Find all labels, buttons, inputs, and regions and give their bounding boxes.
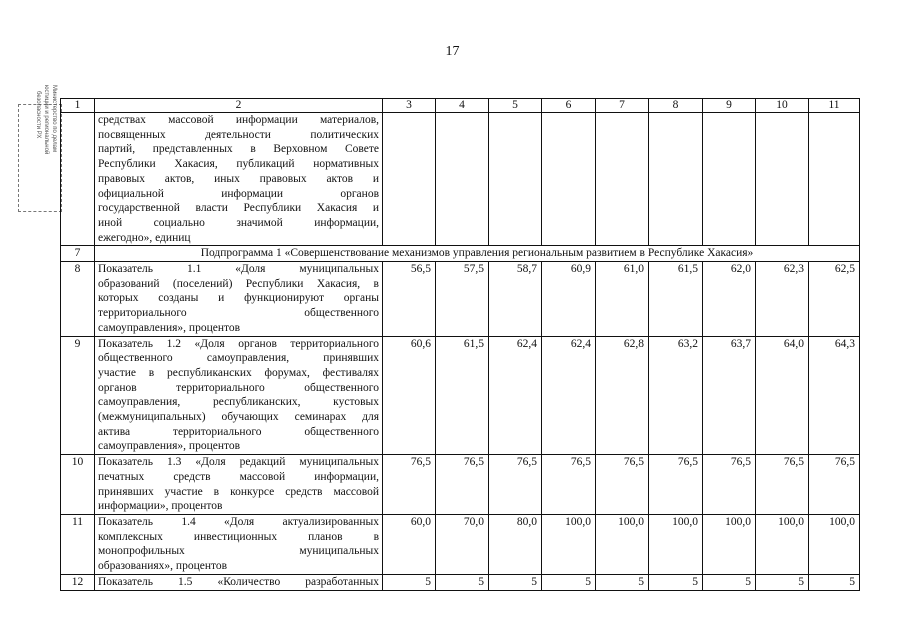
header-cell: 4 bbox=[436, 99, 489, 113]
value-cell: 100,0 bbox=[596, 514, 649, 574]
value-cell: 60,0 bbox=[383, 514, 436, 574]
indicator-description bbox=[95, 262, 383, 337]
value-cell: 76,5 bbox=[703, 455, 756, 515]
value-cell: 76,5 bbox=[756, 455, 809, 515]
stamp-line: юстиции и региональной bbox=[43, 85, 49, 155]
header-cell: 11 bbox=[809, 99, 860, 113]
value-cell: 5 bbox=[489, 574, 542, 590]
header-cell: 5 bbox=[489, 99, 542, 113]
value-cell: 62,4 bbox=[489, 336, 542, 455]
value-cell: 63,7 bbox=[703, 336, 756, 455]
value-cell: 56,5 bbox=[383, 262, 436, 337]
desc-line: иной социально значимой информации, bbox=[98, 216, 379, 229]
stamp-text bbox=[21, 85, 61, 229]
row-number-cell: 8 bbox=[61, 262, 95, 337]
value-cell: 60,6 bbox=[383, 336, 436, 455]
value-cell: 5 bbox=[756, 574, 809, 590]
indicators-table bbox=[60, 98, 860, 591]
desc-line: самоуправления», процентов bbox=[98, 321, 241, 334]
value-cell bbox=[703, 113, 756, 246]
header-cell: 9 bbox=[703, 99, 756, 113]
header-cell: 10 bbox=[756, 99, 809, 113]
value-cell: 76,5 bbox=[649, 455, 703, 515]
value-cell: 5 bbox=[703, 574, 756, 590]
value-cell: 5 bbox=[596, 574, 649, 590]
table-row bbox=[61, 455, 860, 515]
value-cell: 62,5 bbox=[809, 262, 860, 337]
indicator-description bbox=[95, 514, 383, 574]
value-cell: 100,0 bbox=[756, 514, 809, 574]
row-number-cell: 10 bbox=[61, 455, 95, 515]
value-cell: 64,3 bbox=[809, 336, 860, 455]
value-cell: 70,0 bbox=[436, 514, 489, 574]
stamp-line: безопасности РХ bbox=[35, 91, 41, 139]
stamp-line: Министерство по делам bbox=[51, 85, 57, 153]
desc-line: которых созданы и функционируют органы bbox=[98, 292, 379, 305]
value-cell: 100,0 bbox=[703, 514, 756, 574]
desc-line: Показатель 1.3 «Доля редакций муниципальных bbox=[98, 456, 379, 469]
value-cell: 60,9 bbox=[542, 262, 596, 337]
row-number-cell: 7 bbox=[61, 246, 95, 262]
row-number-cell: 9 bbox=[61, 336, 95, 455]
subprogram-row bbox=[61, 246, 860, 262]
desc-line: общественного самоуправления, принявших bbox=[98, 352, 379, 365]
value-cell: 100,0 bbox=[809, 514, 860, 574]
value-cell bbox=[436, 113, 489, 246]
value-cell: 100,0 bbox=[649, 514, 703, 574]
value-cell: 80,0 bbox=[489, 514, 542, 574]
desc-line: официальной информации органов bbox=[98, 187, 379, 200]
value-cell: 61,5 bbox=[649, 262, 703, 337]
indicator-description bbox=[95, 574, 383, 590]
desc-line: (межмуниципальных) обучающих семинарах для bbox=[98, 411, 379, 424]
value-cell: 5 bbox=[436, 574, 489, 590]
continuation-row bbox=[61, 113, 860, 246]
desc-line: образований (поселений) Республики Хакасия, в bbox=[98, 277, 379, 290]
desc-line: государственной власти Республики Хакасия и bbox=[98, 202, 379, 215]
desc-line: Показатель 1.4 «Доля актуализированных bbox=[98, 515, 379, 528]
value-cell: 100,0 bbox=[542, 514, 596, 574]
value-cell: 76,5 bbox=[809, 455, 860, 515]
desc-line: ежегодно», единиц bbox=[98, 231, 191, 244]
value-cell: 76,5 bbox=[596, 455, 649, 515]
value-cell: 5 bbox=[649, 574, 703, 590]
value-cell bbox=[596, 113, 649, 246]
subprogram-title: Подпрограмма 1 «Совершенствование механизмов управления региональным развитием в Республике Хакасия» bbox=[95, 246, 860, 262]
desc-line: самоуправления», процентов bbox=[98, 440, 241, 453]
header-cell: 1 bbox=[61, 99, 95, 113]
value-cell: 63,2 bbox=[649, 336, 703, 455]
desc-line: образованиях», процентов bbox=[98, 560, 228, 573]
header-cell: 2 bbox=[95, 99, 383, 113]
row-number-cell: 11 bbox=[61, 514, 95, 574]
desc-line: посвященных деятельности политических bbox=[98, 128, 379, 141]
value-cell: 58,7 bbox=[489, 262, 542, 337]
value-cell bbox=[649, 113, 703, 246]
value-cell: 5 bbox=[383, 574, 436, 590]
desc-line: печатных средств массовой информации, bbox=[98, 470, 379, 483]
value-cell: 62,8 bbox=[596, 336, 649, 455]
header-row bbox=[61, 99, 860, 113]
row-number-cell: 12 bbox=[61, 574, 95, 590]
table-row bbox=[61, 574, 860, 590]
value-cell: 5 bbox=[809, 574, 860, 590]
desc-line: правовых актов, иных правовых актов и bbox=[98, 172, 379, 185]
header-cell: 6 bbox=[542, 99, 596, 113]
header-cell: 3 bbox=[383, 99, 436, 113]
value-cell: 62,0 bbox=[703, 262, 756, 337]
value-cell bbox=[756, 113, 809, 246]
value-cell: 62,4 bbox=[542, 336, 596, 455]
desc-line: информации», процентов bbox=[98, 500, 223, 513]
desc-line: партий, представленных в Верховном Совете bbox=[98, 143, 379, 156]
indicator-description bbox=[95, 336, 383, 455]
header-cell: 8 bbox=[649, 99, 703, 113]
value-cell: 61,5 bbox=[436, 336, 489, 455]
value-cell: 61,0 bbox=[596, 262, 649, 337]
value-cell bbox=[809, 113, 860, 246]
value-cell: 5 bbox=[542, 574, 596, 590]
desc-line: средствах массовой информации материалов, bbox=[98, 114, 379, 126]
indicator-description bbox=[95, 113, 383, 246]
desc-line: актива территориального общественного bbox=[98, 425, 379, 438]
value-cell: 62,3 bbox=[756, 262, 809, 337]
value-cell: 76,5 bbox=[542, 455, 596, 515]
table-row bbox=[61, 336, 860, 455]
desc-line: комплексных инвестиционных планов в bbox=[98, 530, 379, 543]
value-cell: 64,0 bbox=[756, 336, 809, 455]
value-cell: 76,5 bbox=[383, 455, 436, 515]
header-cell: 7 bbox=[596, 99, 649, 113]
row-number-cell bbox=[61, 113, 95, 246]
desc-line: Показатель 1.1 «Доля муниципальных bbox=[98, 263, 379, 276]
desc-line: органов территориального общественного bbox=[98, 381, 379, 394]
desc-line: самоуправления, республиканских, кустовых bbox=[98, 396, 379, 409]
value-cell: 76,5 bbox=[436, 455, 489, 515]
desc-line: принявших участие в конкурсе средств массовой bbox=[98, 485, 379, 498]
table-row bbox=[61, 514, 860, 574]
desc-line: монопрофильных муниципальных bbox=[98, 545, 379, 558]
desc-line: Показатель 1.2 «Доля органов территориального bbox=[98, 337, 379, 350]
page-number: 17 bbox=[445, 44, 460, 59]
desc-line: Показатель 1.5 «Количество разработанных bbox=[98, 575, 379, 588]
value-cell: 76,5 bbox=[489, 455, 542, 515]
table-row bbox=[61, 262, 860, 337]
value-cell bbox=[542, 113, 596, 246]
indicator-description bbox=[95, 455, 383, 515]
value-cell bbox=[489, 113, 542, 246]
value-cell: 57,5 bbox=[436, 262, 489, 337]
desc-line: территориального общественного bbox=[98, 307, 379, 320]
desc-line: Республики Хакасия, публикаций нормативных bbox=[98, 158, 379, 171]
desc-line: участие в республиканских форумах, фестивалях bbox=[98, 366, 379, 379]
value-cell bbox=[383, 113, 436, 246]
